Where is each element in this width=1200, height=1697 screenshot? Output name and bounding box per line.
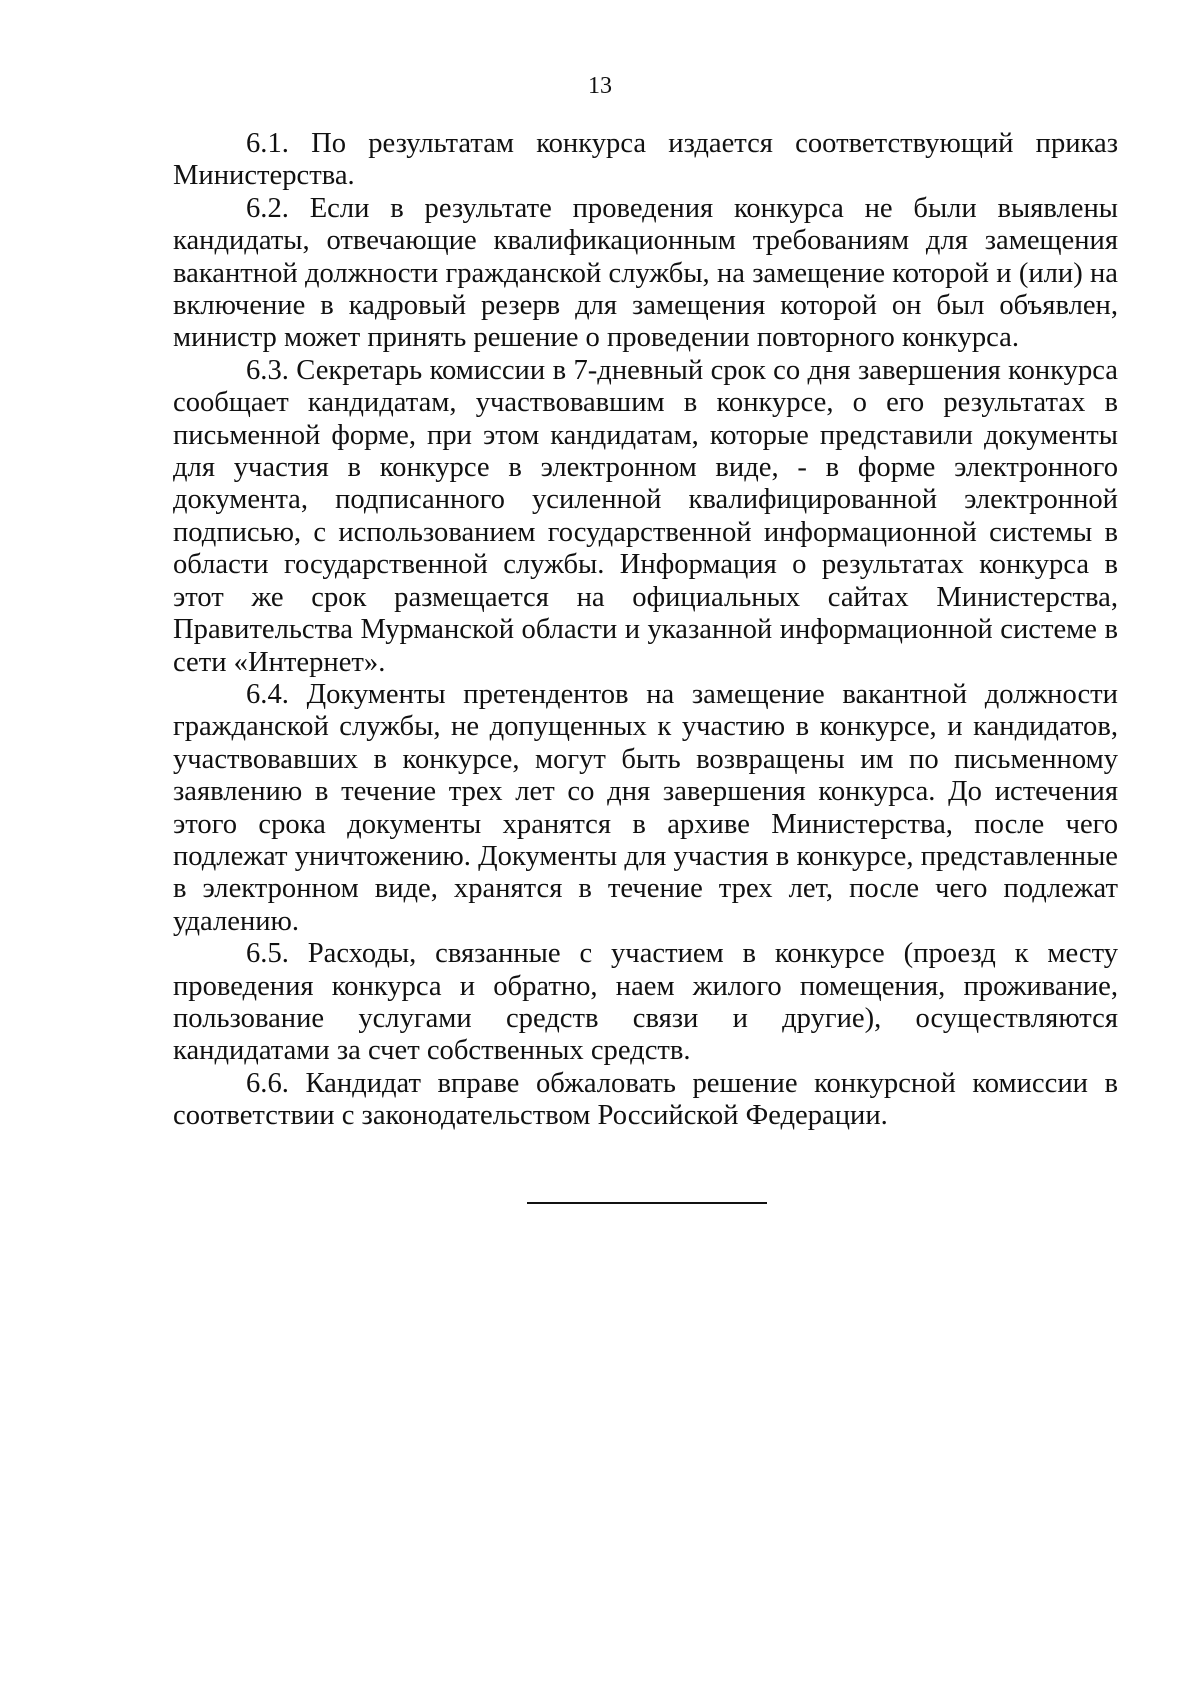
document-body	[173, 128, 1118, 1133]
paragraph-6-3: 6.3. Секретарь комиссии в 7-дневный срок со дня завершения конкурса сообщает кандидатам, участвовавшим в конкурсе, о его результатах в письменной форме, при этом кандидатам, которые представили документы для участия в конкурсе в электронном виде, - в форме электронного документа, подписанного усиленной квалифицированной электронной подписью, с использованием государственной информационной системы в области государственной службы. Информация о результатах конкурса в этот же срок размещается на официальных сайтах Министерства, Правительства Мурманской области и указанной информационной системе в сети «Интернет».	[173, 354, 1118, 678]
paragraph-6-4: 6.4. Документы претендентов на замещение вакантной должности гражданской службы, не допущенных к участию в конкурсе, и кандидатов, участвовавших в конкурсе, могут быть возвращены им по письменному заявлению в течение трех лет со дня завершения конкурса. До истечения этого срока документы хранятся в архиве Министерства, после чего подлежат уничтожению. Документы для участия в конкурсе, представленные в электронном виде, хранятся в течение трех лет, после чего подлежат удалению.	[173, 678, 1118, 937]
paragraph-6-2: 6.2. Если в результате проведения конкурса не были выявлены кандидаты, отвечающие квалификационным требованиям для замещения вакантной должности гражданской службы, на замещение которой и (или) на включение в кадровый резерв для замещения которой он был объявлен, министр может принять решение о проведении повторного конкурса.	[173, 192, 1118, 354]
paragraph-6-6: 6.6. Кандидат вправе обжаловать решение конкурсной комиссии в соответствии с законодательством Российской Федерации.	[173, 1067, 1118, 1132]
page-number: 13	[588, 73, 612, 99]
paragraph-6-5: 6.5. Расходы, связанные с участием в конкурсе (проезд к месту проведения конкурса и обратно, наем жилого помещения, проживание, пользование услугами средств связи и другие), осуществляются кандидатами за счет собственных средств.	[173, 938, 1118, 1067]
paragraph-6-1: 6.1. По результатам конкурса издается соответствующий приказ Министерства.	[173, 128, 1118, 192]
end-of-document-rule	[527, 1202, 767, 1204]
